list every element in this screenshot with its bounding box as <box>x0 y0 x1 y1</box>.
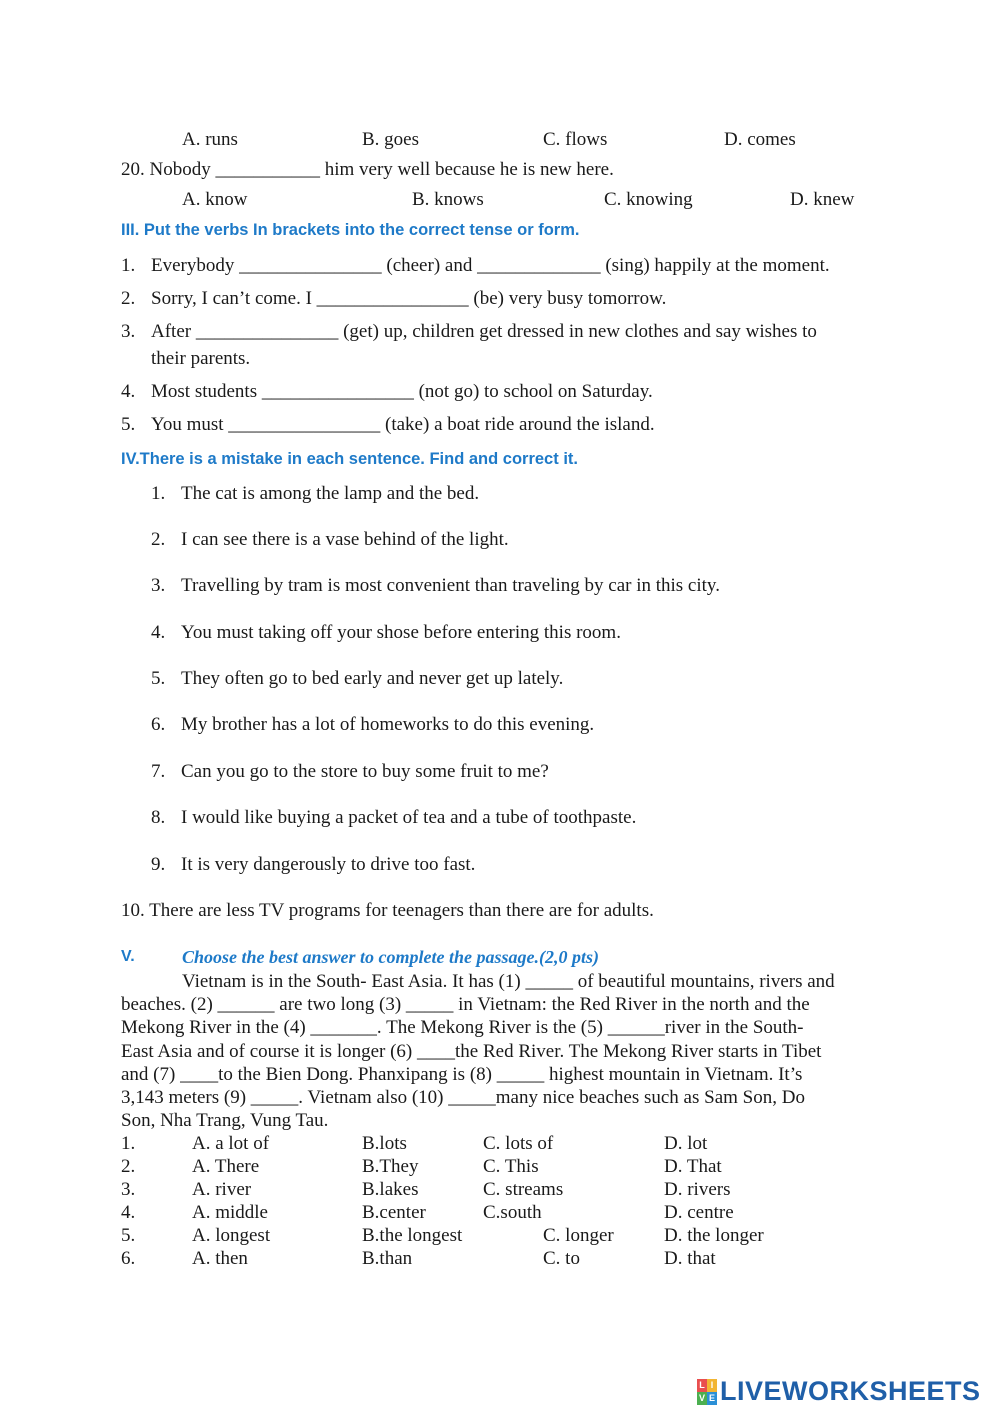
answer-6-num: 6. <box>121 1248 136 1269</box>
q19-option-d: D. comes <box>724 129 796 150</box>
section4-item-2-text: I can see there is a vase behind of the light. <box>181 529 509 550</box>
section4-item-7-text: Can you go to the store to buy some fruit to me? <box>181 761 549 782</box>
answer-3-option-d: D. rivers <box>664 1179 731 1200</box>
answer-2-option-d: D. That <box>664 1156 722 1177</box>
answer-5-option-a: A. longest <box>192 1225 271 1246</box>
section4-item-4-num: 4. <box>151 622 166 643</box>
answer-5-num: 5. <box>121 1225 136 1246</box>
section4-item-2-num: 2. <box>151 529 166 550</box>
section4-item-5-num: 5. <box>151 668 166 689</box>
q20-option-d: D. knew <box>790 189 855 210</box>
section4-item-3-num: 3. <box>151 575 166 596</box>
passage-line-2: beaches. (2) ______ are two long (3) _____ in Vietnam: the Red River in the north and the <box>121 994 810 1015</box>
passage-line-1: Vietnam is in the South- East Asia. It has (1) _____ of beautiful mountains, rivers and <box>182 971 835 992</box>
section4-item-3-text: Travelling by tram is most convenient than traveling by car in this city. <box>181 575 720 596</box>
answer-5-option-c: C. longer <box>543 1225 614 1246</box>
section3-item-1-text: Everybody _______________ (cheer) and _____________ (sing) happily at the moment. <box>151 255 830 276</box>
passage-line-4: East Asia and of course it is longer (6) ____the Red River. The Mekong River starts in Tibet <box>121 1041 822 1062</box>
answer-6-option-d: D. that <box>664 1248 716 1269</box>
section5-number: V. <box>121 948 135 965</box>
answer-4-num: 4. <box>121 1202 136 1223</box>
passage-line-5: and (7) ____to the Bien Dong. Phanxipang is (8) _____ highest mountain in Vietnam. It’s <box>121 1064 803 1085</box>
q20-option-b: B. knows <box>412 189 484 210</box>
answer-6-option-c: C. to <box>543 1248 580 1269</box>
q20-question: 20. Nobody ___________ him very well because he is new here. <box>121 159 614 180</box>
section3-item-4-text: Most students ________________ (not go) to school on Saturday. <box>151 381 653 402</box>
section4-item-8-text: I would like buying a packet of tea and a tube of toothpaste. <box>181 807 637 828</box>
section4-item-10: 10. There are less TV programs for teenagers than there are for adults. <box>121 900 654 921</box>
section3-item-5-num: 5. <box>121 414 136 435</box>
section3-item-2-text: Sorry, I can’t come. I ________________ (be) very busy tomorrow. <box>151 288 667 309</box>
section4-item-7-num: 7. <box>151 761 166 782</box>
section4-item-1-text: The cat is among the lamp and the bed. <box>181 483 480 504</box>
q19-option-c: C. flows <box>543 129 608 150</box>
section4-item-4-text: You must taking off your shose before entering this room. <box>181 622 621 643</box>
logo-mark-l: L <box>697 1379 707 1392</box>
section3-item-5-text: You must ________________ (take) a boat ride around the island. <box>151 414 655 435</box>
answer-1-option-c: C. lots of <box>483 1133 554 1154</box>
logo-mark-e: E <box>708 1392 715 1403</box>
section4-item-9-text: It is very dangerously to drive too fast. <box>181 854 476 875</box>
answer-4-option-c: C.south <box>483 1202 542 1223</box>
section3-item-3-num: 3. <box>121 321 136 342</box>
liveworksheets-logo[interactable] <box>697 1378 981 1405</box>
answer-4-option-d: D. centre <box>664 1202 734 1223</box>
q20-option-a: A. know <box>182 189 248 210</box>
answer-1-option-b: B.lots <box>362 1133 407 1154</box>
answer-2-option-c: C. This <box>483 1156 539 1177</box>
answer-3-option-c: C. streams <box>483 1179 564 1200</box>
section4-item-6-text: My brother has a lot of homeworks to do this evening. <box>181 714 595 735</box>
answer-3-option-b: B.lakes <box>362 1179 419 1200</box>
answer-2-num: 2. <box>121 1156 136 1177</box>
passage-line-6: 3,143 meters (9) _____. Vietnam also (10) _____many nice beaches such as Sam Son, Do <box>121 1087 805 1108</box>
logo-mark-v: V <box>698 1392 705 1403</box>
answer-2-option-b: B.They <box>362 1156 419 1177</box>
q19-option-b: B. goes <box>362 129 419 150</box>
section4-heading: IV.There is a mistake in each sentence. Find and correct it. <box>121 450 578 468</box>
answer-4-option-b: B.center <box>362 1202 426 1223</box>
answer-5-option-d: D. the longer <box>664 1225 764 1246</box>
section3-item-4-num: 4. <box>121 381 136 402</box>
section3-item-3-continuation: their parents. <box>151 348 251 369</box>
answer-3-num: 3. <box>121 1179 136 1200</box>
passage-line-7: Son, Nha Trang, Vung Tau. <box>121 1110 329 1131</box>
section4-item-9-num: 9. <box>151 854 166 875</box>
answer-3-option-a: A. river <box>192 1179 252 1200</box>
section3-heading: III. Put the verbs In brackets into the correct tense or form. <box>121 221 580 239</box>
section4-item-5-text: They often go to bed early and never get up lately. <box>181 668 564 689</box>
section5-heading: Choose the best answer to complete the passage.(2,0 pts) <box>182 947 599 967</box>
section4-item-8-num: 8. <box>151 807 166 828</box>
section4-item-1-num: 1. <box>151 483 166 504</box>
answer-4-option-a: A. middle <box>192 1202 268 1223</box>
answer-1-option-a: A. a lot of <box>192 1133 270 1154</box>
section3-item-3-text: After _______________ (get) up, children get dressed in new clothes and say wishes to <box>151 321 817 342</box>
answer-5-option-b: B.the longest <box>362 1225 463 1246</box>
answer-2-option-a: A. There <box>192 1156 260 1177</box>
logo-mark-icon <box>697 1379 717 1405</box>
answer-1-num: 1. <box>121 1133 136 1154</box>
passage-line-3: Mekong River in the (4) _______. The Mekong River is the (5) ______river in the South- <box>121 1017 804 1038</box>
answer-1-option-d: D. lot <box>664 1133 708 1154</box>
logo-text: LIVEWORKSHEETS <box>720 1376 981 1406</box>
logo-mark-i: I <box>707 1379 717 1392</box>
q20-option-c: C. knowing <box>604 189 693 210</box>
section3-item-1-num: 1. <box>121 255 136 276</box>
q19-option-a: A. runs <box>182 129 238 150</box>
section3-item-2-num: 2. <box>121 288 136 309</box>
answer-6-option-a: A. then <box>192 1248 248 1269</box>
section4-item-6-num: 6. <box>151 714 166 735</box>
answer-6-option-b: B.than <box>362 1248 413 1269</box>
